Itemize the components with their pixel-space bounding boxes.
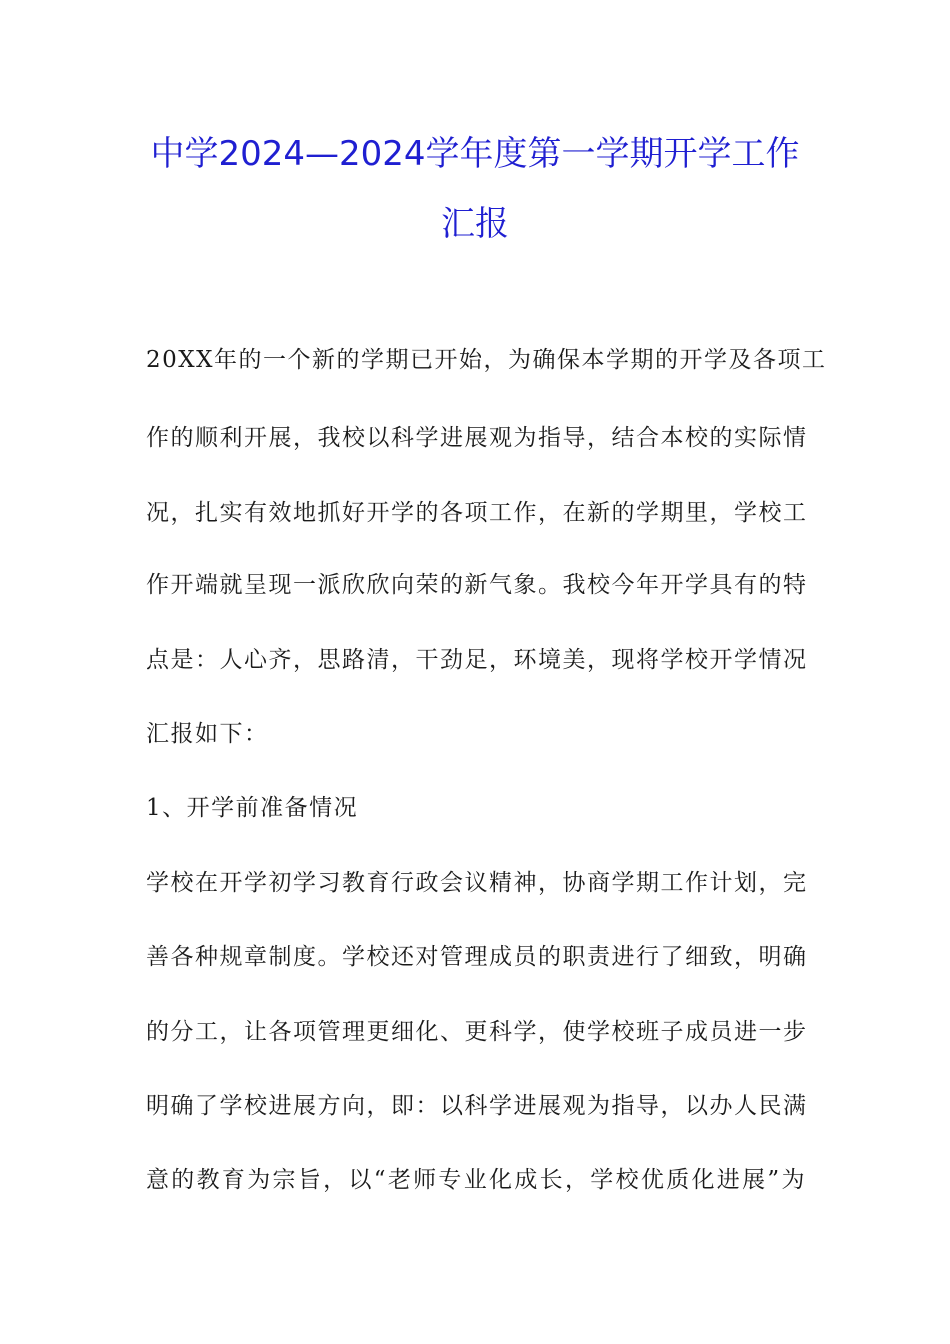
intro-line-6: 汇报如下：: [146, 721, 269, 747]
intro-line-5: 点是：人心齐，思路清，干劲足，环境美，现将学校开学情况: [146, 647, 808, 673]
section-1-heading: 1、开学前准备情况: [146, 795, 359, 821]
section-1-line-1: 学校在开学初学习教育行政会议精神，协商学期工作计划，完: [146, 870, 808, 896]
section-1-line-5: 意的教育为宗旨，以“老师专业化成长，学校优质化进展”为: [146, 1167, 806, 1193]
section-1-line-2: 善各种规章制度。学校还对管理成员的职责进行了细致，明确: [146, 944, 808, 970]
document-title-line-1: 中学2024—2024学年度第一学期开学工作: [150, 134, 800, 174]
intro-line-1: 20XX年的一个新的学期已开始，为确保本学期的开学及各项工: [146, 347, 827, 373]
document-title-line-2: 汇报: [441, 204, 509, 244]
section-1-line-3: 的分工，让各项管理更细化、更科学，使学校班子成员进一步: [146, 1019, 808, 1045]
intro-line-3: 况，扎实有效地抓好开学的各项工作，在新的学期里，学校工: [146, 500, 808, 526]
intro-line-2: 作的顺利开展，我校以科学进展观为指导，结合本校的实际情: [146, 425, 808, 451]
section-1-line-4: 明确了学校进展方向，即：以科学进展观为指导，以办人民满: [146, 1093, 808, 1119]
intro-line-4: 作开端就呈现一派欣欣向荣的新气象。我校今年开学具有的特: [146, 572, 808, 598]
